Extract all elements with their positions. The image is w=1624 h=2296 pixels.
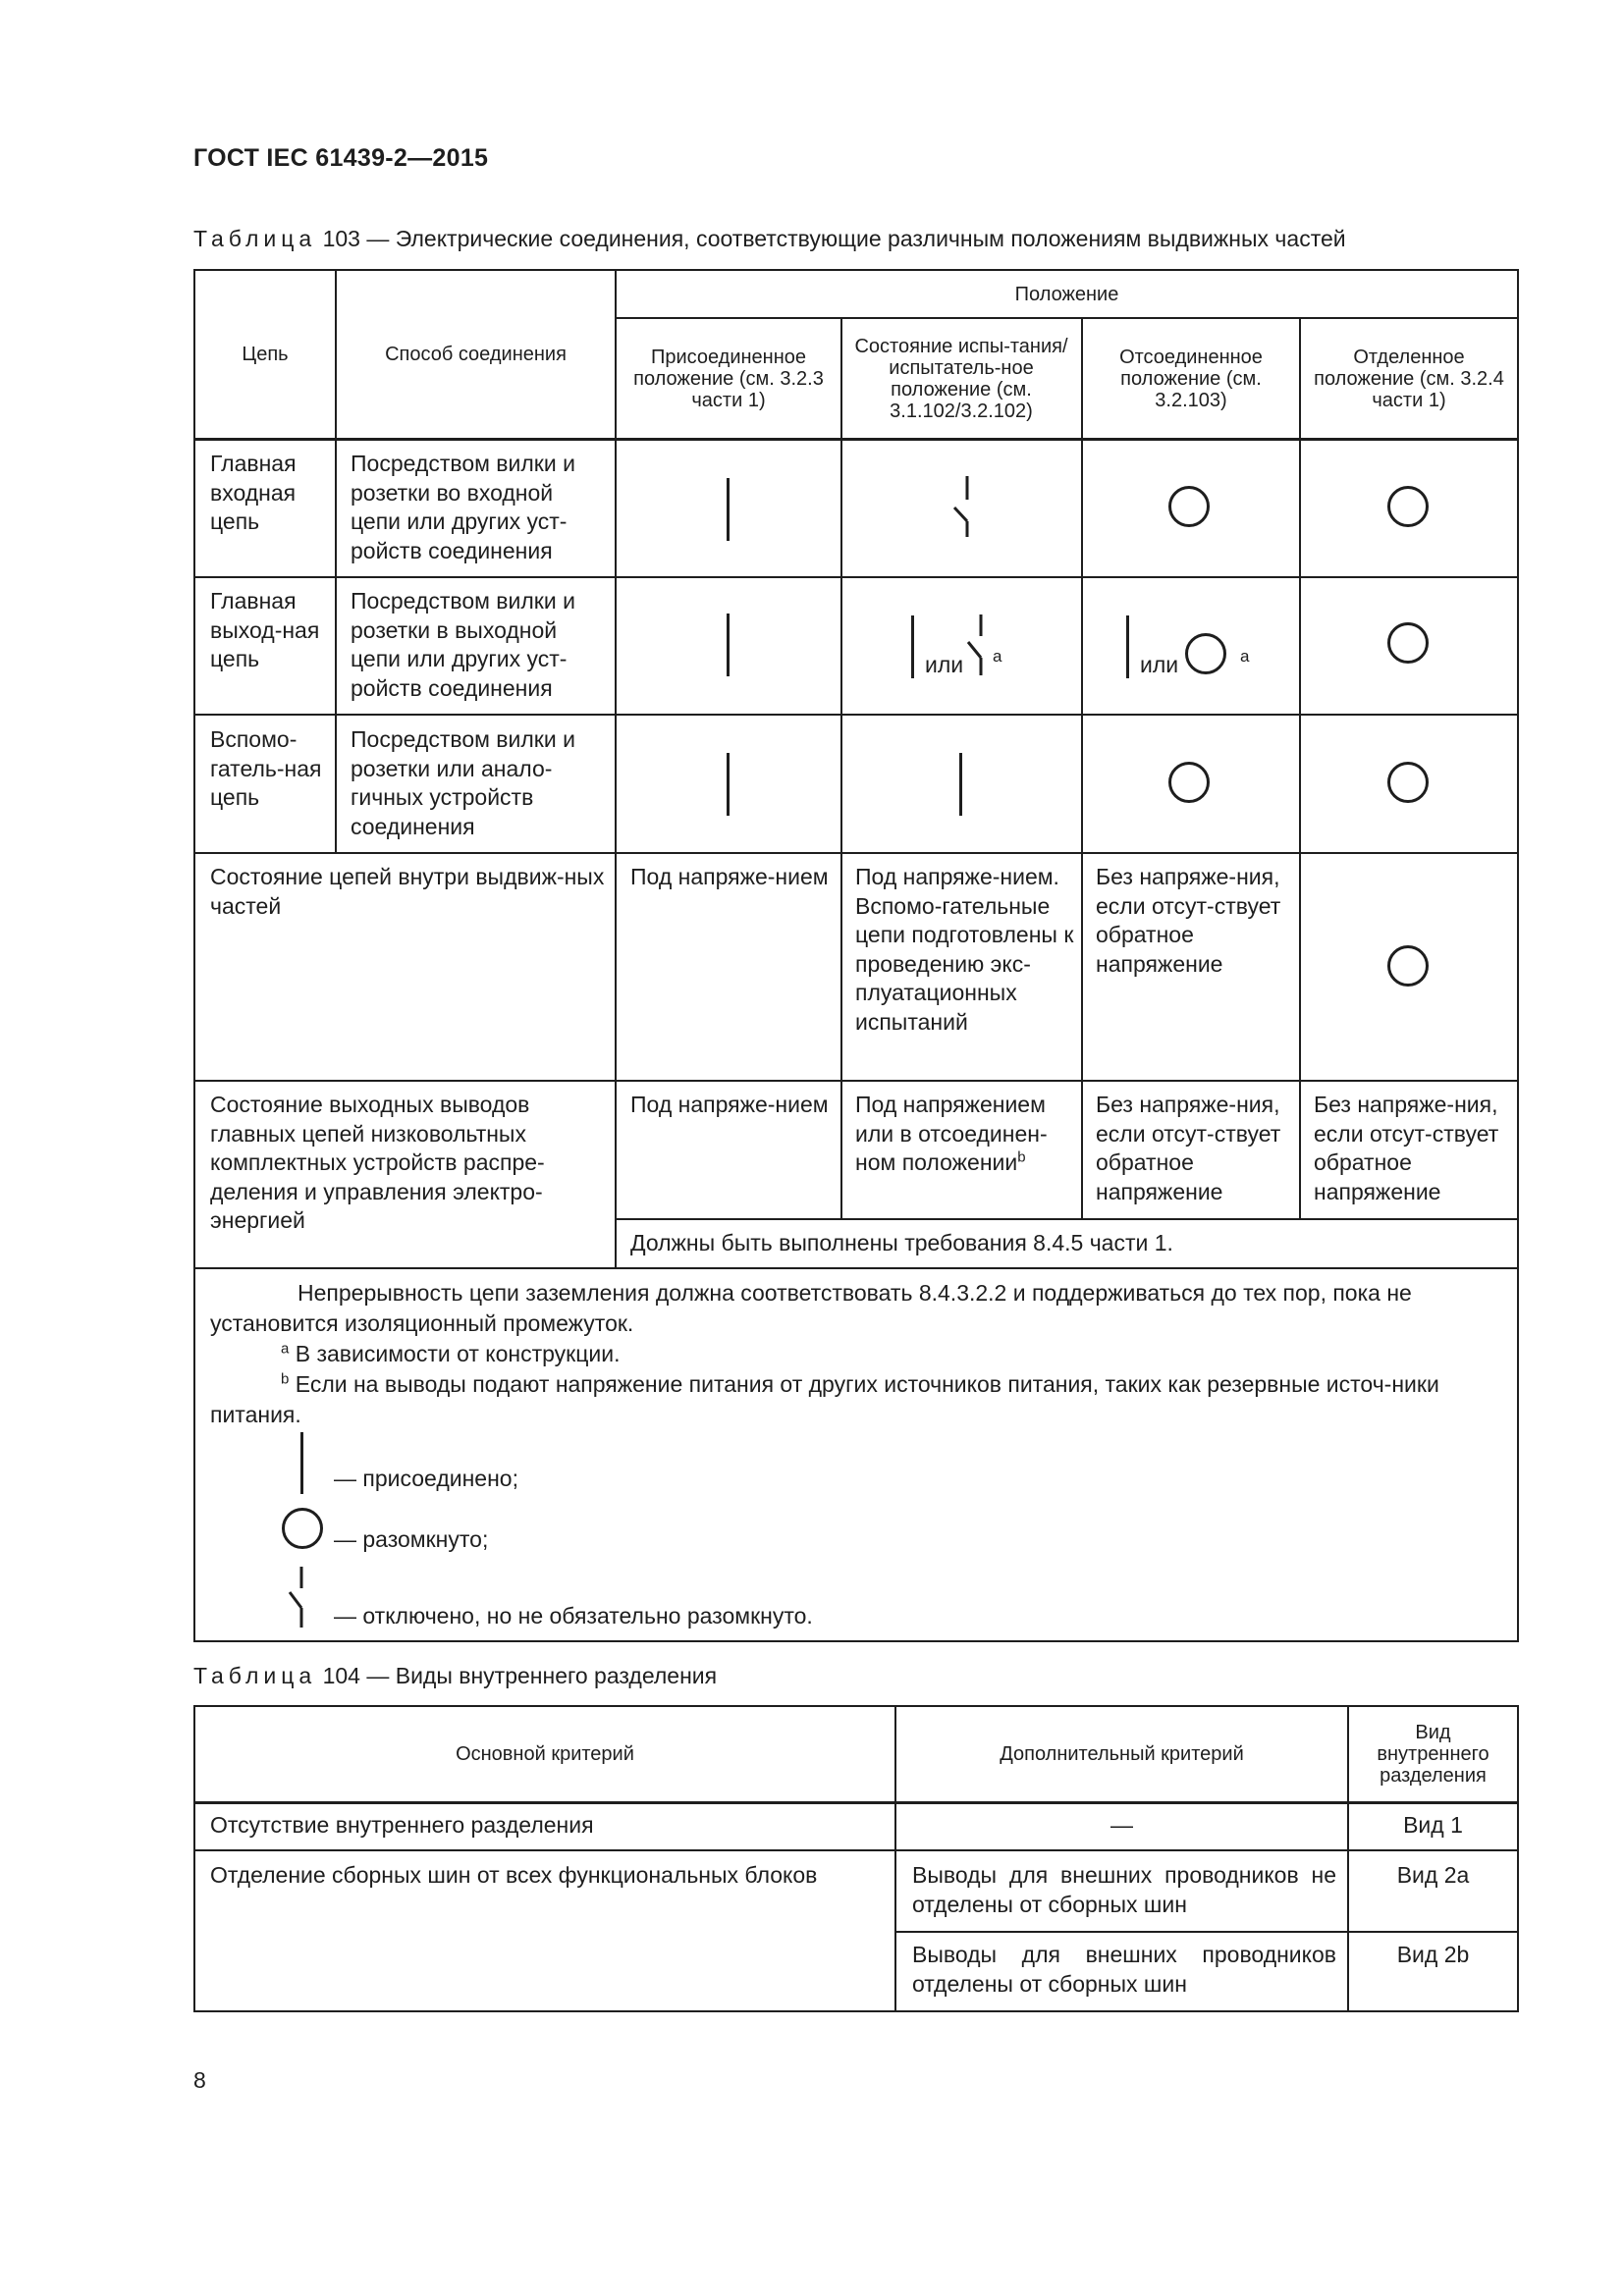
open-circle-icon [1387,486,1429,527]
row-main-output-circuit: Главная выход-ная цепь [210,588,320,671]
disconnected-switch-icon [963,614,993,675]
note-b-marker: b [1017,1148,1026,1166]
footnote-b-text: Если на выводы подают напряжение питания от других источников питания, таких как резервные источ-ники питания. [210,1371,1439,1427]
rule [615,269,617,1267]
open-circle-icon [1387,762,1429,803]
rule [193,852,1519,854]
note-a-marker: a [993,647,1002,666]
rule [894,1931,1519,1933]
table-104-caption-text: 104 — Виды внутреннего разделения [316,1663,718,1688]
table-103-caption [193,226,1346,252]
header-removed: Отделенное положение (см. 3.2.4 части 1) [1314,346,1504,411]
header-method: Способ соединения [385,344,567,365]
rule [193,1080,1519,1082]
rule [193,714,1519,716]
row-main-input-method: Посредством вилки и розетки во входной цепи или других уст-ройств соединения [351,451,575,563]
header-main-criterion: Основной критерий [456,1743,634,1765]
row-3-additional: Выводы для внешних проводников отделены от сборных шин [912,1942,1336,1997]
footnote-b [210,1369,1506,1430]
connected-symbol-icon [727,753,730,816]
rule [193,1267,1519,1269]
state-internal-label: Состояние цепей внутри выдвиж-ных частей [210,864,605,919]
state-outputs-label: Состояние выходных выводов главных цепей низковольтных комплектных устройств распре-деления и управления электро-энергией [210,1092,545,1233]
footnote-a [281,1339,621,1369]
header-position: Положение [1014,283,1119,305]
table-103-caption-text: 103 — Электрические соединения, соответствующие различным положениям выдвижных частей [316,226,1346,251]
row-main-input-circuit: Главная входная цепь [210,451,297,534]
header-connected: Присоединенное положение (см. 3.2.3 части 1) [633,346,824,411]
rule [840,317,842,1218]
header-separation-form: Вид внутреннего разделения [1377,1722,1489,1787]
footnote-a-text: В зависимости от конструкции. [289,1341,621,1366]
table-103-caption-word: Таблица [193,226,317,251]
state-outputs-test-text: Под напряжением или в отсоединен-ном положении [855,1092,1048,1175]
row-1-additional: — [1110,1812,1133,1838]
state-outputs-test [855,1091,1077,1178]
row-2-form: Вид 2a [1396,1862,1470,1888]
header-additional-criterion: Дополнительный критерий [1000,1743,1244,1765]
rule [1299,317,1301,1218]
or-label: или [925,652,964,677]
or-label: или [1140,652,1179,677]
legend-switch-icon [288,1567,317,1628]
footnote-a-mark: a [281,1340,290,1358]
state-internal-test: Под напряже-нием. Вспомо-гательные цепи подготовлены к проведению экс-плуатационных испытаний [855,864,1074,1035]
state-outputs-requirement: Должны быть выполнены требования 8.4.5 части 1. [630,1230,1173,1255]
footnote-earthing-continuity: Непрерывность цепи заземления должна соответствовать 8.4.3.2.2 и поддерживаться до тех пор, пока не установится изоляционный промежуток. [210,1280,1412,1336]
open-circle-icon [1387,945,1429,987]
header-test: Состояние испы-тания/испытатель-ное положение (см. 3.1.102/3.2.102) [854,335,1068,422]
row-1-form: Вид 1 [1403,1812,1463,1838]
rule [1081,317,1083,1218]
disconnected-switch-icon [949,476,979,537]
open-circle-icon [1168,762,1210,803]
row-auxiliary-circuit: Вспомо-гатель-ная цепь [210,726,322,810]
legend-connected-text: — присоединено; [334,1466,518,1491]
row-2-additional: Выводы для внешних проводников не отделены от сборных шин [912,1862,1336,1917]
row-1-main: Отсутствие внутреннего разделения [210,1812,594,1838]
legend-open-icon [282,1508,323,1549]
rule [193,1801,1519,1804]
note-a-marker: a [1240,647,1250,666]
legend-open-text: — разомкнуто; [334,1526,489,1552]
state-internal-connected: Под напряже-нием [630,864,829,889]
rule [193,438,1519,441]
header-circuit: Цепь [242,344,289,365]
state-outputs-connected: Под напряже-нием [630,1092,829,1117]
footnote-b-mark: b [281,1370,290,1388]
state-outputs-disconnected: Без напряже-ния, если отсут-ствует обратное напряжение [1096,1092,1281,1204]
row-main-output-method: Посредством вилки и розетки в выходной цепи или других уст-ройств соединения [351,588,575,701]
rule [193,1849,1519,1851]
open-circle-icon [1185,633,1226,674]
connected-symbol-icon [911,615,914,678]
connected-symbol-icon [1126,615,1129,678]
header-disconnected: Отсоединенное положение (см. 3.2.103) [1119,346,1263,411]
legend-disconnected-text: — отключено, но не обязательно разомкнуто. [334,1603,813,1629]
table-104-caption [193,1663,717,1689]
state-outputs-removed: Без напряже-ния, если отсут-ствует обратное напряжение [1314,1092,1499,1204]
row-auxiliary-method: Посредством вилки и розетки или анало-гичных устройств соединения [351,726,575,839]
open-circle-icon [1387,622,1429,664]
legend-connected-icon [300,1432,303,1494]
row-3-form: Вид 2b [1396,1942,1470,1967]
document-standard-header: ГОСТ IEC 61439-2—2015 [193,144,489,172]
state-internal-disconnected: Без напряже-ния, если отсут-ствует обратное напряжение [1096,864,1281,977]
connected-symbol-icon [727,478,730,541]
connected-symbol-icon [959,753,962,816]
open-circle-icon [1168,486,1210,527]
connected-symbol-icon [727,614,730,676]
row-2-main: Отделение сборных шин от всех функциональных блоков [210,1862,818,1888]
rule [193,576,1519,578]
page-number: 8 [193,2067,206,2093]
table-104-caption-word: Таблица [193,1663,317,1688]
rule [615,1218,1519,1220]
